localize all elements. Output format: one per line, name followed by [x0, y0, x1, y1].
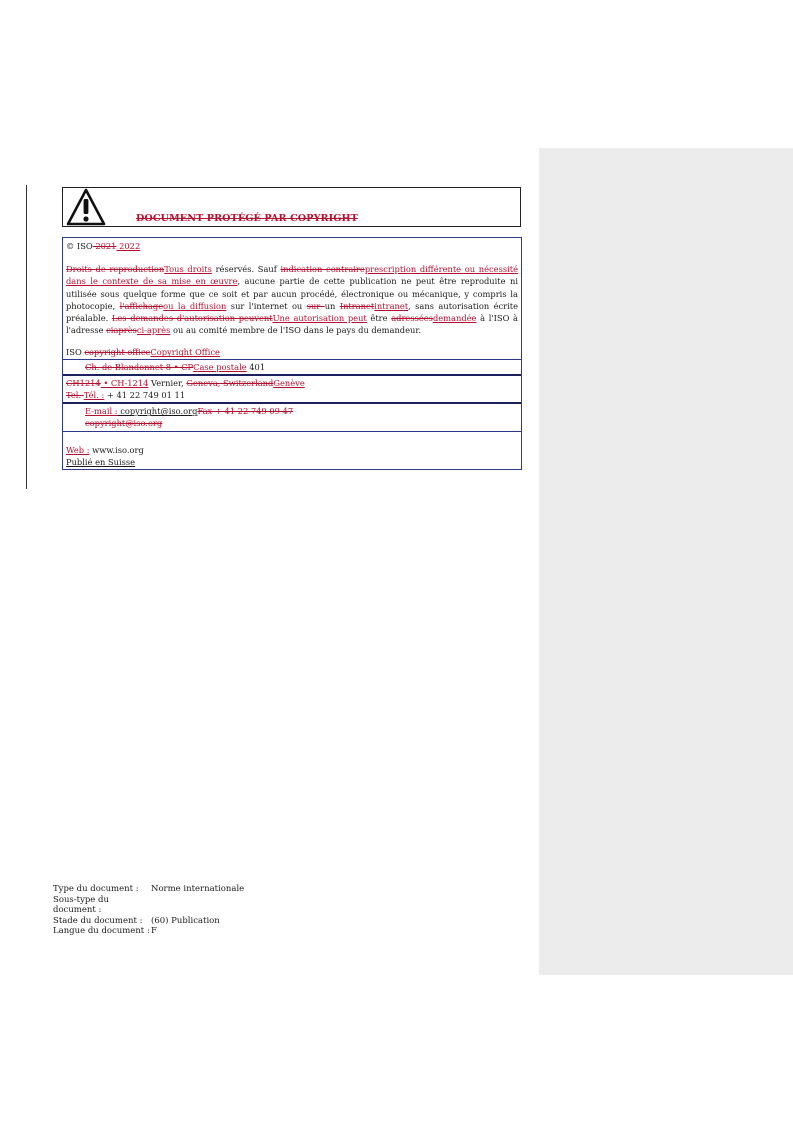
email-deleted-line: copyright@iso.org: [85, 418, 163, 429]
warning-icon: [66, 188, 106, 226]
page-title: DOCUMENT PROTÉGÉ PAR COPYRIGHT: [136, 213, 358, 224]
web-block: [63, 431, 521, 469]
meta-row-stage: Stade du document : (60) Publication: [53, 915, 220, 926]
meta-row-language: Langue du document :F: [53, 926, 157, 936]
published-line: Publié en Suisse: [66, 456, 136, 467]
address-line: Ch. de Blandonnet 8 • CPCase postale 401: [63, 359, 521, 374]
iso-office-line: ISO copyright officeCopyright Office: [66, 347, 220, 358]
document-metadata: [53, 884, 244, 937]
city-line: CH1214 • CH-1214 Vernier, Geneva, SwitzerlandGenève: [66, 377, 305, 388]
rights-paragraph: Droits de reproductionTous droits réservés. Sauf indication contraireprescription différente ou nécessité dans le contexte de sa mise en œuvre, aucune partie de cette publication ne peut être reproduite ni utilisée sous quelque forme que ce soit et par aucun procédé, électronique ou mécanique, y compris la photocopie, l'affichageou la diffusion sur l'internet ou sur un Intranetintranet, sans autorisation écrite préalable. Les demandes d'autorisation peuventUne autorisation peut être adresséesdemandée à l'ISO à l'adresse ciaprèsci-après ou au comité membre de l'ISO dans le pays du demandeur.: [66, 264, 519, 336]
email-block: [63, 402, 521, 430]
city-tel-block: [63, 374, 521, 402]
meta-row-subtype: Sous-type du document :: [53, 894, 109, 915]
tel-line: Tel. Tél. : + 41 22 749 01 11: [66, 390, 186, 401]
copyright-title-box: [62, 187, 521, 227]
change-bar: [26, 185, 27, 489]
comment-pane: [539, 148, 793, 975]
web-line: Web : www.iso.org: [66, 444, 144, 455]
meta-row-type: Type du document : Norme internationale: [53, 884, 245, 894]
copyright-year-line: © ISO 2021 2022: [66, 241, 141, 251]
copyright-box: [62, 237, 522, 470]
email-line: E-mail : copyright@iso.orgFax + 41 22 749 09 47: [85, 406, 294, 417]
